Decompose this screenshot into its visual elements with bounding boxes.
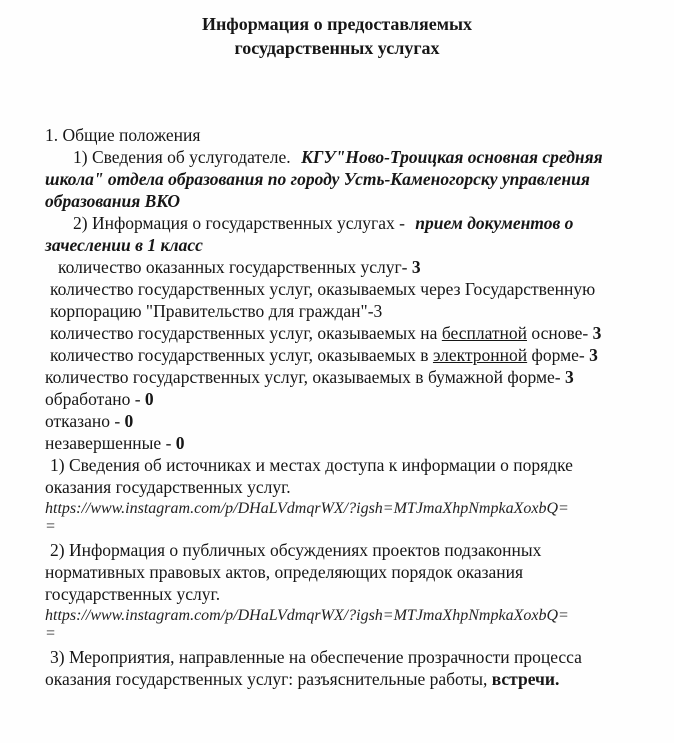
provider-prefix: 1) Сведения об услугодателе. xyxy=(73,147,291,167)
info-sources-line-1: 1) Сведения об источниках и местах доступа к информации о порядке xyxy=(50,455,573,475)
stat-free-value: 3 xyxy=(592,323,602,343)
stat-paper-value: 3 xyxy=(565,367,574,387)
transparency-bold-text: встречи. xyxy=(491,669,560,689)
public-discussions-url[interactable]: https://www.instagram.com/p/DHaLVdmqrWX/?igsh=MTJmaXhpNmpkaXoxbQ= xyxy=(45,607,569,624)
stat-free-underlined: бесплатной xyxy=(441,323,528,343)
section-heading: 1. Общие положения xyxy=(45,125,201,145)
stat-provided-value: 3 xyxy=(411,257,421,277)
services-info-line-1 xyxy=(73,212,573,234)
stat-processed-label: обработано - xyxy=(45,389,141,409)
stat-electronic-value: 3 xyxy=(589,345,598,365)
stat-electronic-label-after: форме- xyxy=(527,345,585,365)
stat-via-corp-line-2: корпорацию "Правительство для граждан"-3 xyxy=(50,301,383,321)
stat-via-corp-line-1: количество государственных услуг, оказываемых через Государственную xyxy=(50,279,596,299)
services-info-value-part-1: прием документов о xyxy=(415,213,574,233)
stat-free xyxy=(50,322,601,344)
stat-processed xyxy=(45,388,154,410)
public-discussions-line-3: государственных услуг. xyxy=(45,584,221,604)
stat-rejected-value: 0 xyxy=(124,411,134,431)
stat-rejected xyxy=(45,410,133,432)
services-info-prefix: 2) Информация о государственных услугах - xyxy=(73,213,405,233)
public-discussions-url-continuation: = xyxy=(45,625,56,642)
provider-name-part-3: образования ВКО xyxy=(45,191,180,211)
info-sources-url[interactable]: https://www.instagram.com/p/DHaLVdmqrWX/?igsh=MTJmaXhpNmpkaXoxbQ= xyxy=(45,500,569,517)
transparency-line-1: 3) Мероприятия, направленные на обеспечение прозрачности процесса xyxy=(50,647,582,667)
stat-provided-label: количество оказанных государственных услуг- xyxy=(58,257,408,277)
transparency-text: оказания государственных услуг: разъяснительные работы, xyxy=(45,669,492,689)
stat-electronic xyxy=(50,344,598,366)
stat-paper-label: количество государственных услуг, оказываемых в бумажной форме- xyxy=(45,367,561,387)
public-discussions-line-1: 2) Информация о публичных обсуждениях проектов подзаконных xyxy=(50,540,542,560)
stat-provided xyxy=(58,256,421,278)
stat-processed-value: 0 xyxy=(144,389,154,409)
stat-free-label-after: основе- xyxy=(527,323,589,343)
stat-free-label-before: количество государственных услуг, оказываемых на xyxy=(50,323,442,343)
public-discussions-line-2: нормативных правовых актов, определяющих порядок оказания xyxy=(45,562,524,582)
stat-incomplete-label: незавершенные - xyxy=(45,433,172,453)
info-sources-line-2: оказания государственных услуг. xyxy=(45,477,291,497)
stat-incomplete-value: 0 xyxy=(175,433,185,453)
stat-electronic-underlined: электронной xyxy=(432,345,528,365)
document-title-line-2: государственных услугах xyxy=(234,38,440,58)
stat-rejected-label: отказано - xyxy=(45,411,121,431)
stat-paper xyxy=(45,366,574,388)
provider-name-part-1: КГУ"Ново-Троицкая основная средняя xyxy=(301,147,603,167)
document-title-line-1: Информация о предоставляемых xyxy=(201,14,473,34)
provider-name-part-2: школа" отдела образования по городу Усть-Каменогорску управления xyxy=(45,169,590,189)
info-sources-url-continuation: = xyxy=(45,518,56,535)
stat-incomplete xyxy=(45,432,185,454)
services-info-value-part-2: зачеслении в 1 класс xyxy=(45,235,203,255)
transparency-line-2 xyxy=(45,668,559,690)
stat-electronic-label-before: количество государственных услуг, оказываемых в xyxy=(50,345,433,365)
provider-line-1 xyxy=(73,146,603,168)
